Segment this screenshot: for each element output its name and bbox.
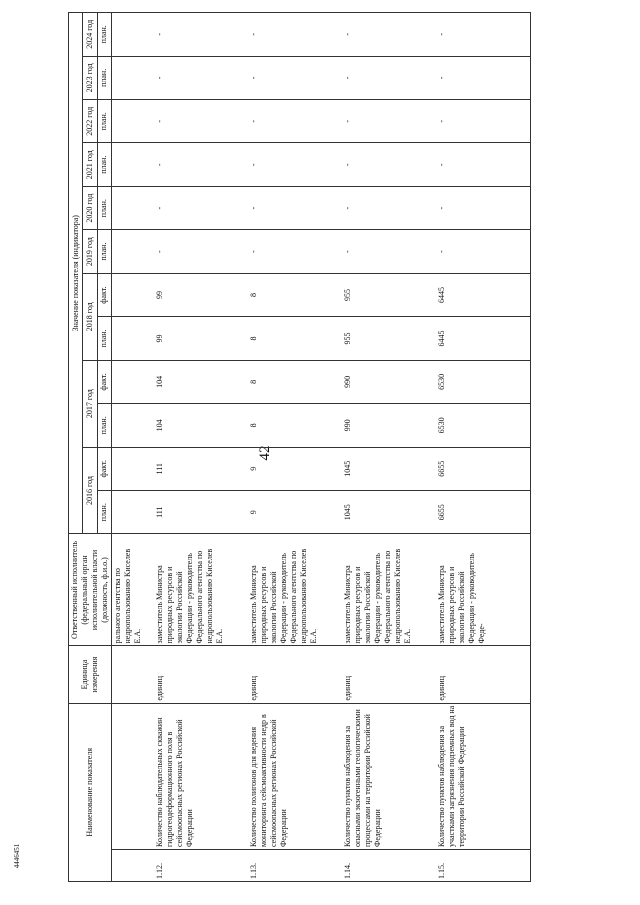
cell-value: 104 xyxy=(154,404,248,447)
table-row xyxy=(248,13,342,882)
cell-value: - xyxy=(248,100,342,143)
header-plan: план. xyxy=(97,491,111,534)
cell-value: 8 xyxy=(248,404,342,447)
cell-value: 99 xyxy=(154,317,248,360)
cell-value: - xyxy=(342,230,436,273)
header-plan: план. xyxy=(97,13,111,57)
cell-num: 1.15. xyxy=(436,850,531,882)
cell-name: Количество пунктов наблюдения за опасными экзогенными геологическими процессами на территории Российской Федерации xyxy=(342,703,436,849)
header-year-2023: 2023 год xyxy=(83,56,97,99)
cell-value: 1045 xyxy=(342,491,436,534)
cell-value: - xyxy=(248,186,342,229)
header-year-2020: 2020 год xyxy=(83,186,97,229)
cell-value: - xyxy=(436,143,531,186)
cell-value: 8 xyxy=(248,273,342,316)
header-plan: план. xyxy=(97,186,111,229)
cell-value: - xyxy=(436,56,531,99)
cell-name: Количество полигонов для ведения мониторинга сейсмоактивности недр в сейсмоопасных регионах Российской Федерации xyxy=(248,703,342,849)
cell-name: Количество пунктов наблюдения за участками загрязнения подземных вод на территории Российской Федерации xyxy=(436,703,531,849)
header-plan: план. xyxy=(97,100,111,143)
table-row xyxy=(342,13,436,882)
cell-value: 6445 xyxy=(436,273,531,316)
cell-name: Количество наблюдательных скважин гидрогеодеформационного поля в сейсмоопасных регионах Российской Федерации xyxy=(154,703,248,849)
indicators-table xyxy=(68,12,531,882)
cell-value: 990 xyxy=(342,360,436,403)
table-row-continuation xyxy=(112,13,155,882)
cell-num: 1.13. xyxy=(248,850,342,882)
cell-value: - xyxy=(154,186,248,229)
cell-value: 955 xyxy=(342,273,436,316)
cell-value: 6530 xyxy=(436,360,531,403)
header-values-group: Значение показателя (индикатора) xyxy=(69,13,83,534)
cell-responsible: заместитель Министра природных ресурсов и экологии Российской Федерации - руководитель Федерального агентства по недропользованию Киселев Е.А. xyxy=(342,534,436,646)
cell-value: - xyxy=(436,100,531,143)
cell-responsible: рального агентства по недропользованию Киселев Е.А. xyxy=(112,534,155,646)
cell-value: - xyxy=(436,186,531,229)
cell-unit: единиц xyxy=(342,646,436,703)
cell-value: - xyxy=(436,13,531,57)
cell-value: 955 xyxy=(342,317,436,360)
cell-num: 1.12. xyxy=(154,850,248,882)
cell-unit: единиц xyxy=(248,646,342,703)
cell-value: - xyxy=(342,13,436,57)
cell-unit: единиц xyxy=(436,646,531,703)
cell-value: - xyxy=(154,143,248,186)
cell-value: - xyxy=(436,230,531,273)
cell-value: 99 xyxy=(154,273,248,316)
header-fact: факт. xyxy=(97,360,111,403)
cell-responsible: заместитель Министра природных ресурсов и экологии Российской Федерации - руководитель Федерального агентства по недропользованию Киселев Е.А. xyxy=(154,534,248,646)
cell-value: - xyxy=(154,230,248,273)
header-fact: факт. xyxy=(97,273,111,316)
rotated-table-container xyxy=(68,12,604,882)
header-year-2022: 2022 год xyxy=(83,100,97,143)
header-plan: план. xyxy=(97,56,111,99)
header-plan: план. xyxy=(97,404,111,447)
header-year-2019: 2019 год xyxy=(83,230,97,273)
header-year-2024: 2024 год xyxy=(83,13,97,57)
table-row xyxy=(154,13,248,882)
cell-value: 6530 xyxy=(436,404,531,447)
header-year-2018: 2018 год xyxy=(83,273,97,360)
cell-unit: единиц xyxy=(154,646,248,703)
header-plan: план. xyxy=(97,143,111,186)
cell-value: - xyxy=(154,56,248,99)
cell-value: - xyxy=(342,186,436,229)
cell-num: 1.14. xyxy=(342,850,436,882)
cell-value: 6655 xyxy=(436,491,531,534)
cell-value: 9 xyxy=(248,447,342,490)
header-year-2016: 2016 год xyxy=(83,447,97,534)
header-plan: план. xyxy=(97,230,111,273)
header-year-2017: 2017 год xyxy=(83,360,97,447)
header-name: Наименование показателя xyxy=(69,703,112,881)
table-row xyxy=(436,13,531,882)
cell-responsible: заместитель Министра природных ресурсов и экологии Российской Федерации - руководитель Федерального агентства по недропользованию Киселев Е.А. xyxy=(248,534,342,646)
page-number: 42 xyxy=(257,445,273,461)
cell-value: 8 xyxy=(248,360,342,403)
cell-value: - xyxy=(342,143,436,186)
cell-value: - xyxy=(154,13,248,57)
header-year-2021: 2021 год xyxy=(83,143,97,186)
cell-value: 111 xyxy=(154,447,248,490)
cell-value: - xyxy=(154,100,248,143)
cell-value: 111 xyxy=(154,491,248,534)
cell-value: - xyxy=(342,100,436,143)
header-unit: Единица измерения xyxy=(69,646,112,703)
cell-value: 990 xyxy=(342,404,436,447)
cell-value: - xyxy=(248,13,342,57)
cell-value: - xyxy=(342,56,436,99)
cell-value: 8 xyxy=(248,317,342,360)
cell-value: 1045 xyxy=(342,447,436,490)
header-fact: факт. xyxy=(97,447,111,490)
cell-value: - xyxy=(248,56,342,99)
cell-responsible: заместитель Министра природных ресурсов и экологии Российской Федерации - руководитель Феде- xyxy=(436,534,531,646)
header-responsible: Ответственный исполнитель (федеральный орган исполнительной власти (должность, ф.и.о.) xyxy=(69,534,112,646)
cell-value: - xyxy=(248,143,342,186)
cell-value: 6655 xyxy=(436,447,531,490)
cell-value: 9 xyxy=(248,491,342,534)
header-plan: план. xyxy=(97,317,111,360)
document-code: 4446451 xyxy=(13,843,21,869)
cell-value: 104 xyxy=(154,360,248,403)
cell-value: - xyxy=(248,230,342,273)
cell-value: 6445 xyxy=(436,317,531,360)
